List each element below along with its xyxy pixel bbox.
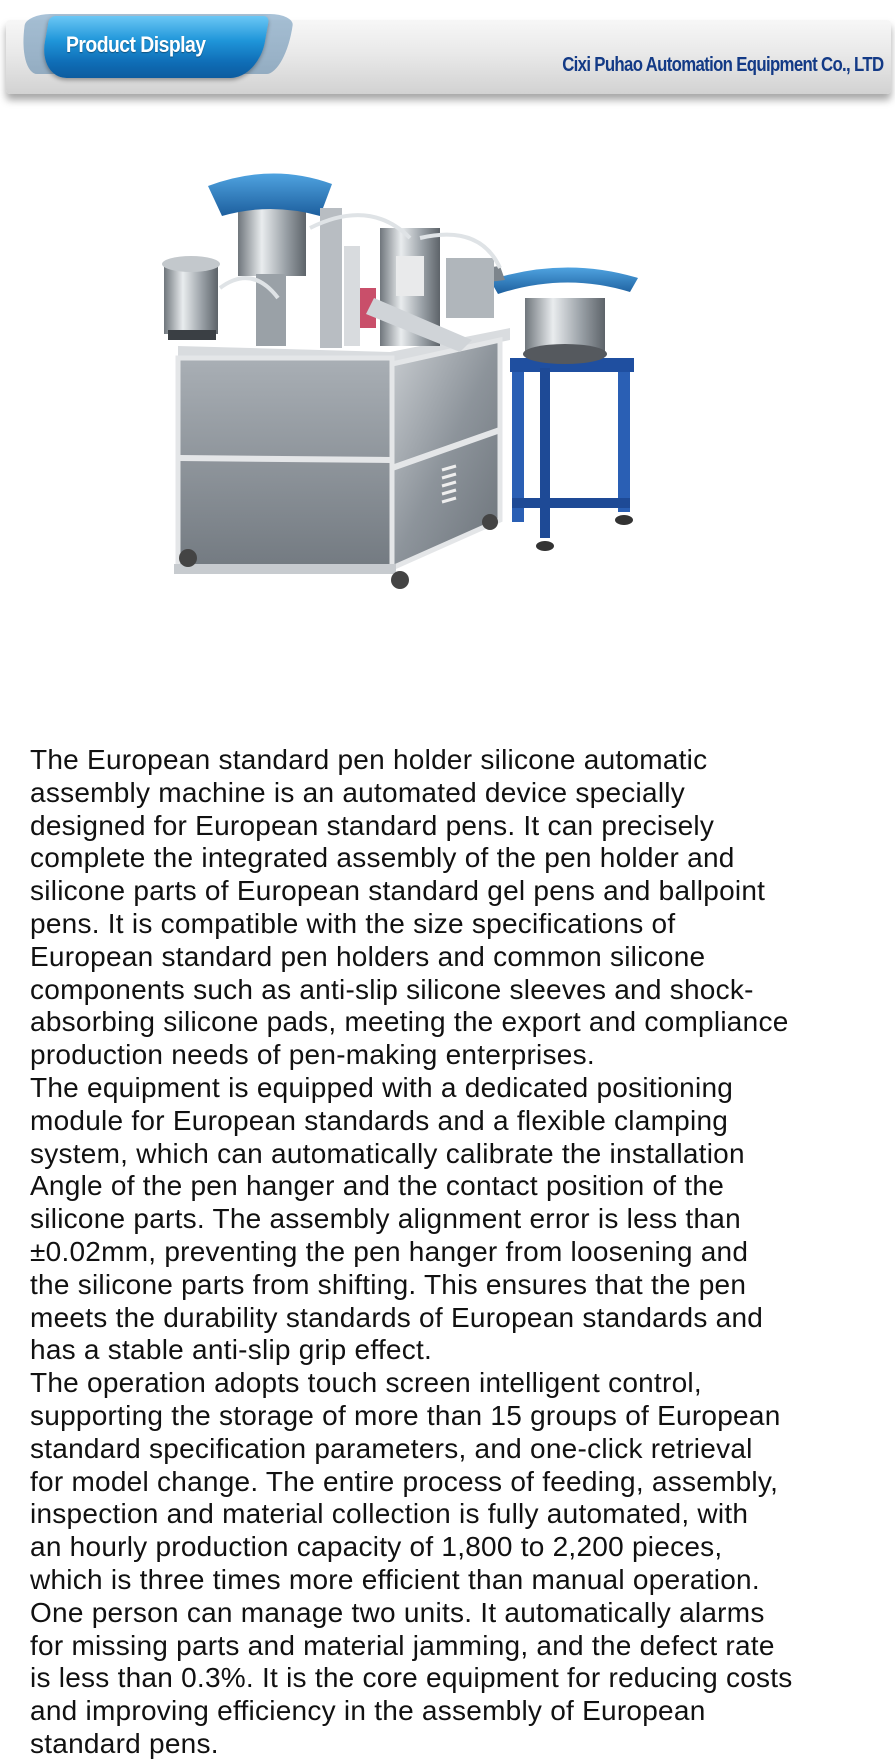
product-display-title: Product Display (66, 32, 206, 57)
blue-stand (510, 358, 634, 551)
product-description (30, 744, 880, 1761)
company-name: Cixi Puhao Automation Equipment Co., LTD (561, 54, 883, 76)
assembly-machine-illustration (160, 168, 720, 668)
description-paragraph-1: The European standard pen holder silicone automatic assembly machine is an automated device specially designed for European standard pens. It can precisely complete the integrated assembly of the pen holder and silicone parts of European standard gel pens and ballpoint pens. It is compatible with the size specifications of European standard pen holders and common silicone components such as anti-slip silicone sleeves and shock- absorbing silicone pads, meeting the export and compliance production needs of pen-making enterprises. (30, 744, 789, 1071)
description-paragraph-3: The operation adopts touch screen intelligent control, supporting the storage of more than 15 groups of European standard specification parameters, and one-click retrieval for model change. The entire process of feeding, assembly, inspection and material collection is fully automated, with an hourly production capacity of 1,800 to 2,200 pieces, which is three times more efficient than manual operation. One person can manage two units. It automatically alarms for missing parts and material jamming, and the defect rate is less than 0.3%. It is the core equipment for reducing costs and improving efficiency in the assembly of European standard pens. (30, 1367, 793, 1759)
description-paragraph-2: The equipment is equipped with a dedicated positioning module for European standards and a flexible clamping system, which can automatically calibrate the installation Angle of the pen hanger and the contact position of the silicone parts. The assembly alignment error is less than ±0.02mm, preventing the pen hanger from loosening and the silicone parts from shifting. This ensures that the pen meets the durability standards of European standards and has a stable anti-slip grip effect. (30, 1071, 764, 1366)
main-cabinet (174, 328, 510, 589)
top-assembly-station (162, 173, 500, 352)
